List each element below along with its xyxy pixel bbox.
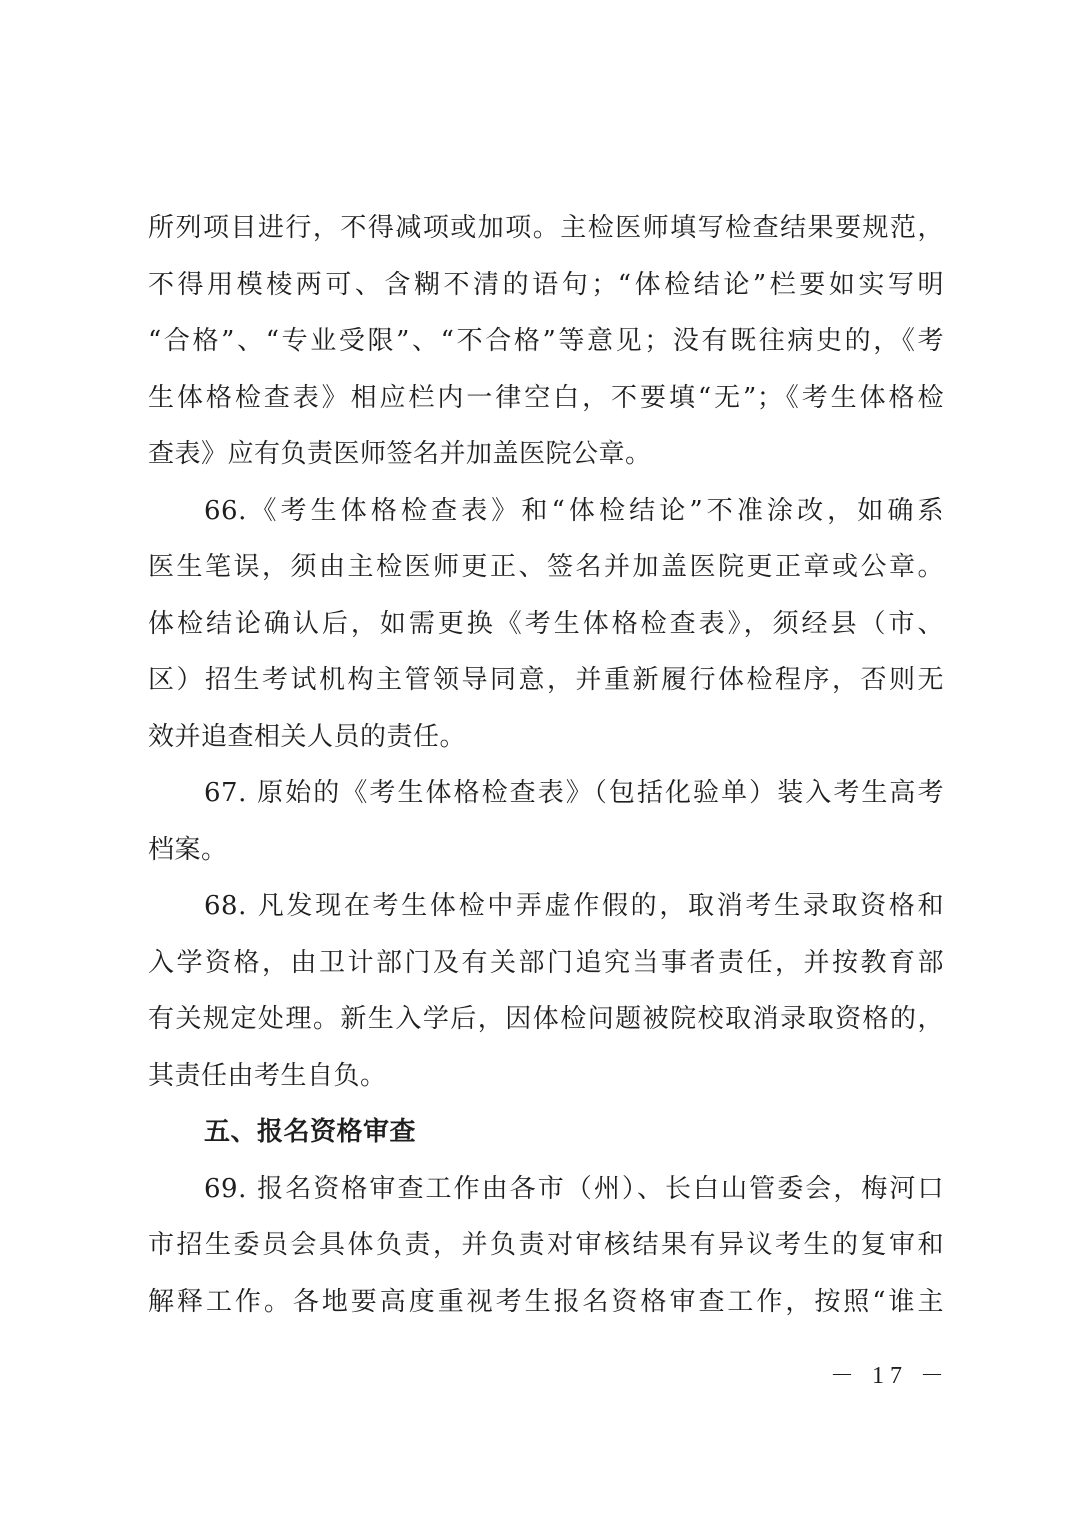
- text-line: 效并追查相关人员的责任。: [148, 721, 467, 752]
- text-line: 体检结论确认后，如需更换《考生体格检查表》，须经县（市、: [148, 608, 944, 639]
- text-line: 入学资格，由卫计部门及有关部门追究当事者责任，并按教育部: [148, 947, 944, 978]
- text-line: 解释工作。各地要高度重视考生报名资格审查工作，按照“谁主: [148, 1286, 944, 1317]
- section-heading: 五、报名资格审查: [204, 1117, 417, 1147]
- paragraph-67-start: 67. 原始的《考生体格检查表》（包括化验单）装入考生高考: [204, 778, 944, 808]
- text-line: 查表》应有负责医师签名并加盖医院公章。: [148, 439, 652, 469]
- text-line: 有关规定处理。新生入学后，因体检问题被院校取消录取资格的，: [148, 1004, 944, 1034]
- page-number: － 17 －: [830, 1363, 950, 1389]
- text-line: 生体格检查表》相应栏内一律空白，不要填“无”；《考生体格检: [148, 382, 944, 413]
- paragraph-69-start: 69. 报名资格审查工作由各市（州）、长白山管委会，梅河口: [204, 1173, 944, 1204]
- text-line: 医生笔误，须由主检医师更正、签名并加盖医院更正章或公章。: [148, 552, 944, 582]
- paragraph-68-start: 68. 凡发现在考生体检中弄虚作假的，取消考生录取资格和: [204, 891, 944, 921]
- text-line: 其责任由考生自负。: [148, 1060, 387, 1091]
- paragraph-66-start: 66.《考生体格检查表》和“体检结论”不准涂改，如确系: [204, 495, 944, 526]
- text-line: 区）招生考试机构主管领导同意，并重新履行体检程序，否则无: [148, 665, 944, 695]
- text-line: 市招生委员会具体负责，并负责对审核结果有异议考生的复审和: [148, 1230, 944, 1260]
- text-line: “合格”、“专业受限”、“不合格”等意见；没有既往病史的，《考: [148, 326, 944, 356]
- body-text: [148, 200, 944, 1330]
- text-line: 所列项目进行，不得减项或加项。主检医师填写检查结果要规范，: [148, 213, 944, 243]
- text-line: 不得用模棱两可、含糊不清的语句；“体检结论”栏要如实写明: [148, 269, 944, 300]
- text-line: 档案。: [148, 834, 228, 865]
